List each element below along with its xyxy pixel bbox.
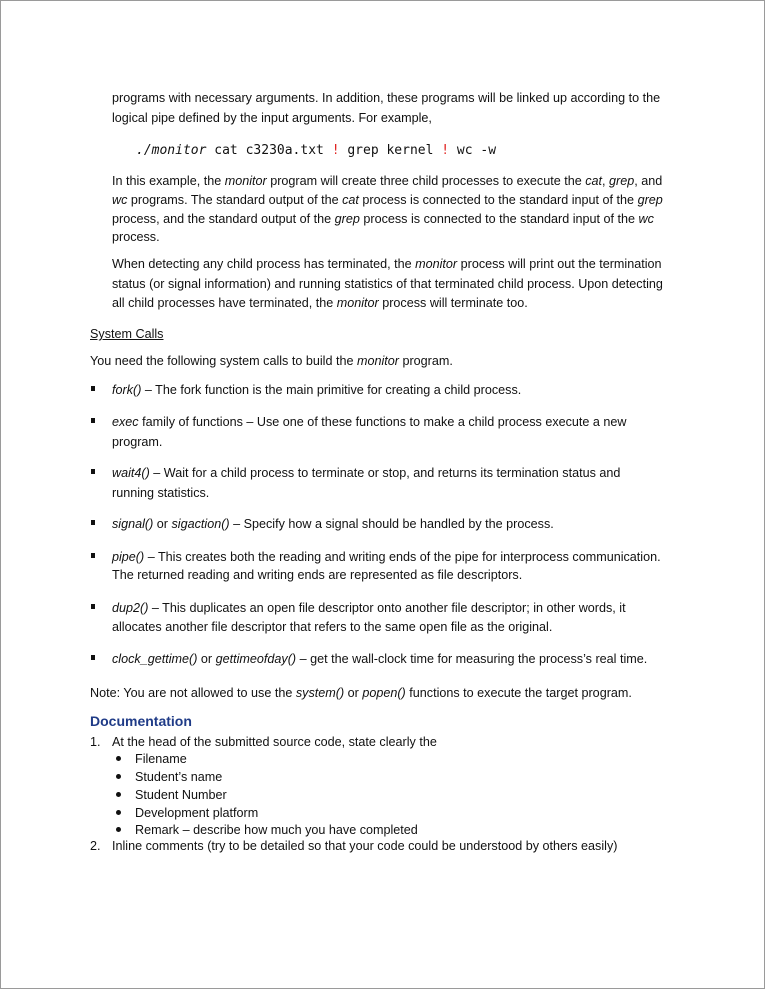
para1-line-2 bbox=[112, 192, 663, 208]
command-arg-1: cat c3230a.txt bbox=[206, 143, 332, 158]
text: – Specify how a signal should be handled by the process. bbox=[229, 517, 554, 531]
text: monitor bbox=[415, 257, 458, 271]
text: cat bbox=[342, 193, 359, 207]
para2-line-1 bbox=[112, 256, 662, 272]
section-title-documentation: Documentation bbox=[90, 713, 192, 729]
doc-item-1-number: 1. bbox=[90, 735, 101, 749]
text: You need the following system calls to build the bbox=[90, 354, 357, 368]
syscall-wait4-cont: running statistics. bbox=[112, 486, 210, 500]
syscall-pipe-cont: The returned reading and writing ends are represented as file descriptors. bbox=[112, 568, 523, 582]
text: wc bbox=[638, 212, 654, 226]
bullet-icon bbox=[116, 774, 121, 779]
doc-item-2: Inline comments (try to be detailed so that your code could be understood by others easily) bbox=[112, 839, 618, 853]
text: family of functions – Use one of these functions to make a child process execute a new bbox=[138, 415, 627, 429]
text: clock_gettime() bbox=[112, 652, 198, 666]
text: process will print out the termination bbox=[457, 257, 662, 271]
doc-sub-platform: Development platform bbox=[135, 806, 259, 820]
text: – get the wall-clock time for measuring the process’s real time. bbox=[296, 652, 648, 666]
command-example bbox=[136, 142, 496, 159]
text: monitor bbox=[356, 354, 399, 368]
text: all child processes have terminated, the bbox=[112, 296, 337, 310]
text: functions to execute the target program. bbox=[405, 686, 632, 700]
doc-sub-student-number: Student Number bbox=[135, 788, 227, 802]
text: wait4() bbox=[112, 466, 150, 480]
bullet-icon bbox=[91, 386, 95, 391]
bullet-icon bbox=[91, 418, 95, 423]
doc-sub-student-name: Student’s name bbox=[135, 770, 223, 784]
bullet-icon bbox=[116, 810, 121, 815]
text: gettimeofday() bbox=[215, 652, 297, 666]
text: programs. The standard output of the bbox=[127, 193, 343, 207]
text: – Wait for a child process to terminate or stop, and returns its termination status and bbox=[149, 466, 621, 480]
para1-line-1 bbox=[112, 173, 662, 189]
text: program will create three child processes to execute the bbox=[266, 174, 586, 188]
command-exe: ./monitor bbox=[136, 143, 207, 158]
para1-line-3 bbox=[112, 211, 654, 227]
syscall-wait4 bbox=[112, 465, 620, 481]
doc-item-1: At the head of the submitted source code, state clearly the bbox=[112, 735, 437, 749]
doc-item-2-number: 2. bbox=[90, 839, 101, 853]
text: exec bbox=[112, 415, 139, 429]
bullet-icon bbox=[91, 553, 95, 558]
syscall-dup2-cont: allocates another file descriptor that refers to the same open file as the original. bbox=[112, 620, 553, 634]
doc-sub-remark: Remark – describe how much you have completed bbox=[135, 823, 418, 837]
text: Note: You are not allowed to use the bbox=[90, 686, 296, 700]
text: , and bbox=[634, 174, 663, 188]
command-arg-3: wc -w bbox=[449, 143, 497, 158]
text: process, and the standard output of the bbox=[112, 212, 335, 226]
text: grep bbox=[609, 174, 635, 188]
text: – This creates both the reading and writing ends of the pipe for interprocess communication. bbox=[144, 550, 661, 564]
text: – The fork function is the main primitive for creating a child process. bbox=[141, 383, 522, 397]
text: monitor bbox=[224, 174, 267, 188]
text: grep bbox=[637, 193, 663, 207]
syscall-exec bbox=[112, 414, 627, 430]
bullet-icon bbox=[91, 520, 95, 525]
text: – This duplicates an open file descriptor onto another file descriptor; in other words, it bbox=[148, 601, 626, 615]
para2-line-3 bbox=[112, 295, 528, 311]
syscall-signal bbox=[112, 516, 554, 532]
text: process is connected to the standard input of the bbox=[358, 193, 638, 207]
text: When detecting any child process has terminated, the bbox=[112, 257, 416, 271]
syscall-fork bbox=[112, 382, 521, 398]
para2-line-2: status (or signal information) and running statistics of that terminated child process. Upon detecting bbox=[112, 277, 663, 291]
bullet-icon bbox=[91, 604, 95, 609]
text: popen() bbox=[362, 686, 406, 700]
para1-line-4: process. bbox=[112, 230, 160, 244]
syscall-exec-cont: program. bbox=[112, 435, 163, 449]
text: or bbox=[153, 517, 172, 531]
text: or bbox=[344, 686, 363, 700]
text: In this example, the bbox=[112, 174, 225, 188]
section-title-system-calls: System Calls bbox=[90, 327, 164, 341]
text: dup2() bbox=[112, 601, 149, 615]
text: wc bbox=[112, 193, 128, 207]
syscall-clock bbox=[112, 651, 647, 667]
text: monitor bbox=[336, 296, 379, 310]
pipe-symbol: ! bbox=[441, 143, 450, 158]
bullet-icon bbox=[116, 792, 121, 797]
text: system() bbox=[295, 686, 345, 700]
system-calls-intro bbox=[90, 353, 453, 369]
text: cat bbox=[585, 174, 603, 188]
text: fork() bbox=[112, 383, 142, 397]
command-arg-2: grep kernel bbox=[339, 143, 442, 158]
text: sigaction() bbox=[171, 517, 230, 531]
text: or bbox=[197, 652, 216, 666]
bullet-icon bbox=[91, 469, 95, 474]
doc-sub-filename: Filename bbox=[135, 752, 187, 766]
intro-line-2: logical pipe defined by the input arguments. For example, bbox=[112, 111, 432, 125]
intro-line-1: programs with necessary arguments. In addition, these programs will be linked up according to the bbox=[112, 91, 661, 105]
syscall-pipe bbox=[112, 549, 661, 565]
pipe-symbol: ! bbox=[331, 143, 340, 158]
text: process will terminate too. bbox=[378, 296, 528, 310]
text: process is connected to the standard input of the bbox=[359, 212, 639, 226]
bullet-icon bbox=[116, 756, 121, 761]
text: program. bbox=[398, 354, 453, 368]
bullet-icon bbox=[91, 655, 95, 660]
bullet-icon bbox=[116, 827, 121, 832]
text: signal() bbox=[112, 517, 154, 531]
text: pipe() bbox=[112, 550, 145, 564]
text: , bbox=[602, 174, 610, 188]
syscall-dup2 bbox=[112, 600, 626, 616]
text: grep bbox=[334, 212, 360, 226]
note-line bbox=[90, 685, 632, 701]
